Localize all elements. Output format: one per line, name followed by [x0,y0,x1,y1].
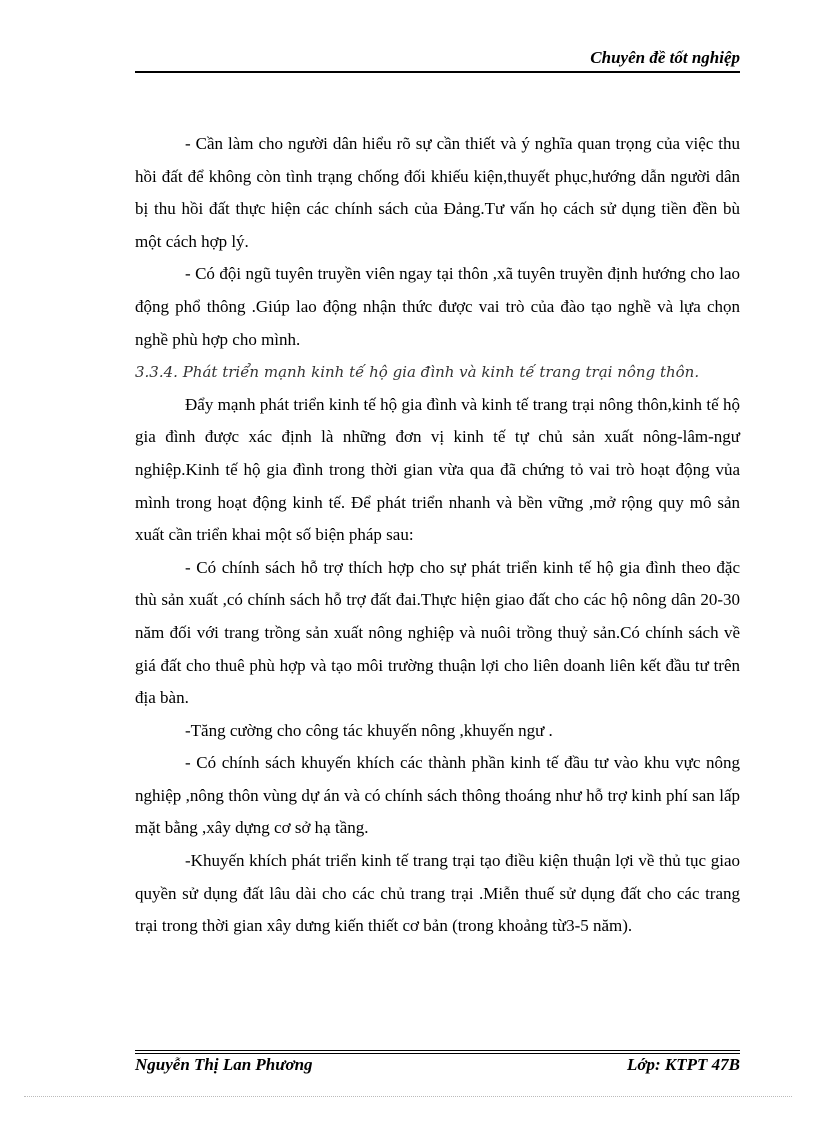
paragraph: - Có chính sách khuyến khích các thành phần kinh tế đầu tư vào khu vực nông nghiệp ,nông thôn vùng dự án và có chính sách thông thoáng như hỗ trợ kinh phí san lấp mặt bằng ,xây dựng cơ sở hạ tầng. [135,753,740,838]
section-heading: 3.3.4. Phát triển mạnh kinh tế hộ gia đình và kinh tế trang trại nông thôn. [135,363,700,382]
header-rule [135,71,740,73]
footer-class: Lớp: KTPT 47B [627,1055,740,1074]
footer-rule [135,1053,740,1054]
paragraph: - Có đội ngũ tuyên truyền viên ngay tại thôn ,xã tuyên truyền định hướng cho lao động phổ thông .Giúp lao động nhận thức được vai trò của đào tạo nghề và lựa chọn nghề phù hợp cho mình. [135,264,740,349]
header-title: Chuyên đề tốt nghiệp [590,48,740,67]
page-edge [24,1096,792,1097]
paragraph: -Tăng cường cho công tác khuyến nông ,khuyến ngư . [185,720,553,740]
document-body [135,128,740,943]
paragraph: - Có chính sách hỗ trợ thích hợp cho sự phát triển kinh tế hộ gia đình theo đặc thù sản xuất ,có chính sách hỗ trợ đất đai.Thực hiện giao đất cho các hộ nông dân 20-30 năm đối với trang trồng sản xuất nông nghiệp và nuôi trồng thuỷ sản.Có chính sách về giá đất cho thuê phù hợp và tạo môi trường thuận lợi cho liên doanh liên kết đầu tư trên địa bàn. [135,557,740,708]
paragraph: -Khuyến khích phát triển kinh tế trang trại tạo điều kiện thuận lợi về thủ tục giao quyền sử dụng đất lâu dài cho các chủ trang trại .Miễn thuế sử dụng đất cho các trang trại trong thời gian xây dưng kiến thiết cơ bản (trong khoảng từ3-5 năm). [135,851,740,936]
footer-rule [135,1050,740,1051]
footer-author: Nguyễn Thị Lan Phương [135,1055,313,1074]
paragraph: Đẩy mạnh phát triển kinh tế hộ gia đình và kinh tế trang trại nông thôn,kinh tế hộ gia đình được xác định là những đơn vị kinh tế tự chủ sản xuất nông-lâm-ngư nghiệp.Kinh tế hộ gia đình trong thời gian vừa qua đã chứng tỏ vai trò hoạt động vủa mình trong hoạt động kinh tế. Để phát triển nhanh và bền vững ,mở rộng quy mô sản xuất cần triển khai một số biện pháp sau: [135,394,740,545]
paragraph: - Cần làm cho người dân hiểu rõ sự cần thiết và ý nghĩa quan trọng của việc thu hồi đất để không còn tình trạng chống đối khiếu kiện,thuyết phục,hướng dẫn người dân bị thu hồi đất thực hiện các chính sách của Đảng.Tư vấn họ cách sử dụng tiền đền bù một cách hợp lý. [135,134,740,251]
